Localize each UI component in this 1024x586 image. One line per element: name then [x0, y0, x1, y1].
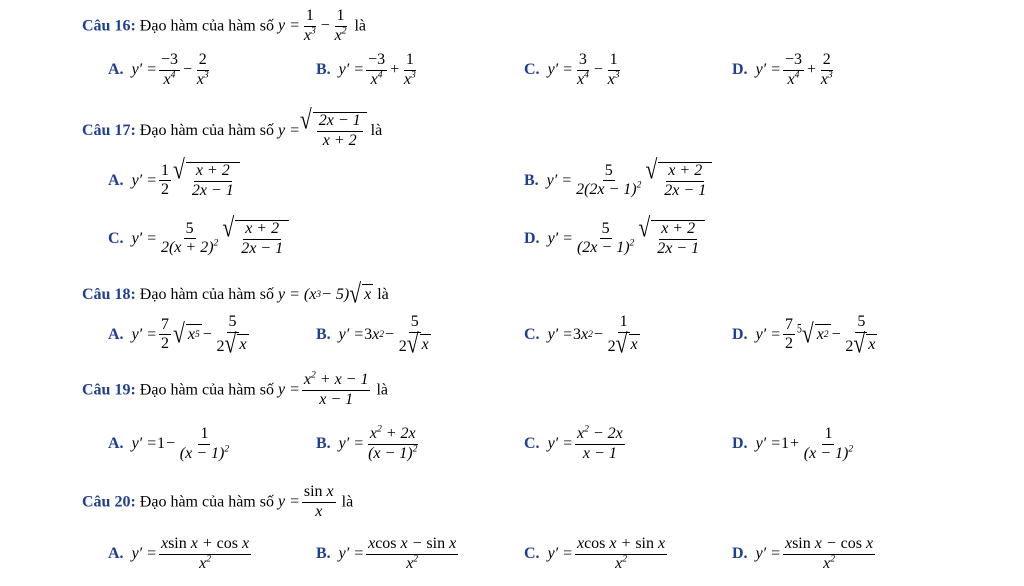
question-label: Câu 18: — [82, 285, 136, 303]
option-formula: y′ = 3 x 2 − 5 2 √ x — [338, 313, 429, 359]
option-a[interactable] — [108, 426, 233, 463]
option-a[interactable] — [108, 52, 213, 89]
option-formula: y′ = $\frac{5}{(2x - 1)^2}$ √ $\frac{x + 2}{2x - 1}$ — [548, 220, 706, 258]
option-formula: y′ = $\frac{1}{2}$ √ $\frac{x + 2}{2x - 1}$ — [132, 162, 240, 200]
question-text: Đạo hàm của hàm số — [139, 121, 274, 139]
question-text: Đạo hàm của hàm số — [139, 285, 274, 303]
option-d[interactable] — [732, 426, 857, 463]
option-label: C. — [524, 61, 540, 79]
option-formula: y′ = $\frac{5}{2(2x - 1)^2}$ √ $\frac{x + 2}{2x - 1}$ — [547, 162, 713, 200]
question-suffix: là — [370, 121, 383, 139]
option-c[interactable] — [108, 212, 289, 258]
option-formula: y′ = $\frac{-3}{x^4}$ + $\frac{1}{x^3}$ — [338, 51, 416, 88]
option-b[interactable] — [316, 313, 435, 359]
option-b[interactable] — [524, 154, 712, 200]
option-c[interactable] — [524, 52, 624, 89]
option-formula: y′ = $\frac{-3}{x^4}$ − $\frac{2}{x^3}$ — [131, 51, 209, 88]
option-formula: y′ = $\frac{5}{2(x + 2)^2}$ √ $\frac{x + 2}{2x - 1}$ — [132, 220, 290, 258]
question-18 — [82, 278, 389, 309]
question-20 — [82, 484, 353, 521]
option-formula: y′ = $\frac{\text{xsin x − cos x}}{x^2}$ — [755, 535, 874, 572]
function-formula: y = (x 3 − 5) √ x — [277, 278, 372, 309]
option-formula: y′ = $\frac{7}{2}$ $^5$√ x 2 − 5 2 √ x — [755, 313, 876, 359]
question-16 — [82, 8, 366, 45]
option-label: A. — [108, 545, 124, 563]
option-label: B. — [316, 61, 331, 79]
question-label: Câu 17: — [82, 121, 136, 139]
option-a[interactable] — [108, 154, 240, 200]
option-b[interactable] — [316, 52, 420, 89]
option-label: D. — [732, 325, 748, 343]
option-label: A. — [108, 61, 124, 79]
question-17 — [82, 104, 383, 150]
option-label: C. — [524, 435, 540, 453]
option-formula: y′ = 1 − $\frac{1}{(x - 1)^2}$ — [131, 425, 230, 462]
option-label: C. — [524, 545, 540, 563]
question-text: Đạo hàm của hàm số — [139, 17, 274, 35]
option-formula: y′ = $\frac{7}{2}$ √ x 5 − 5 2 √ x — [131, 313, 247, 359]
option-label: D. — [732, 61, 748, 79]
option-label: C. — [524, 325, 540, 343]
function-formula: y = $\frac{1}{x^3}$ − $\frac{1}{x^2}$ — [277, 7, 347, 44]
option-label: B. — [316, 435, 331, 453]
option-label: A. — [108, 325, 124, 343]
option-label: B. — [316, 545, 331, 563]
question-label: Câu 20: — [82, 493, 136, 511]
option-c[interactable] — [524, 423, 627, 463]
question-suffix: là — [376, 381, 389, 399]
option-formula: y′ = $\frac{\text{xsin x + cos x}}{x^2}$ — [131, 535, 250, 572]
function-formula: y = $\frac{\text{sin x}}{x}$ — [277, 483, 334, 520]
option-label: D. — [732, 435, 748, 453]
option-b[interactable] — [316, 536, 460, 573]
option-a[interactable] — [108, 536, 253, 573]
option-d[interactable] — [732, 52, 837, 89]
question-text: Đạo hàm của hàm số — [139, 493, 274, 511]
option-formula: y′ = $\frac{\text{xcos x − sin x}}{x^2}$ — [338, 535, 457, 572]
option-formula: y′ = $\frac{3}{x^4}$ − $\frac{1}{x^3}$ — [547, 51, 620, 88]
option-label: B. — [316, 325, 331, 343]
option-formula: y′ = $\frac{-3}{x^4}$ + $\frac{2}{x^3}$ — [755, 51, 833, 88]
option-label: C. — [108, 229, 124, 247]
question-label: Câu 19: — [82, 381, 136, 399]
option-label: A. — [108, 435, 124, 453]
option-a[interactable] — [108, 313, 253, 359]
function-formula: y = $\frac{x^2 + x - 1}{x - 1}$ — [277, 369, 369, 408]
question-label: Câu 16: — [82, 17, 136, 35]
option-formula: y′ = $\frac{x^2 + 2x}{(x - 1)^2}$ — [338, 423, 418, 462]
option-label: D. — [732, 545, 748, 563]
option-d[interactable] — [732, 313, 881, 359]
question-suffix: là — [377, 285, 389, 303]
option-formula: y′ = 1 + $\frac{1}{(x - 1)^2}$ — [755, 425, 854, 462]
option-label: B. — [524, 171, 539, 189]
option-label: D. — [524, 229, 540, 247]
option-label: A. — [108, 171, 124, 189]
question-text: Đạo hàm của hàm số — [139, 381, 274, 399]
option-b[interactable] — [316, 423, 421, 463]
function-formula: y = √ $\frac{2x - 1}{x + 2}$ — [278, 112, 367, 150]
option-formula: y′ = $\frac{\text{xcos x + sin x}}{x^2}$ — [547, 535, 666, 572]
option-d[interactable] — [732, 536, 877, 573]
question-19 — [82, 369, 389, 409]
option-c[interactable] — [524, 313, 644, 359]
option-c[interactable] — [524, 536, 669, 573]
option-d[interactable] — [524, 212, 705, 258]
option-formula: y′ = $\frac{x^2 - 2x}{x - 1}$ — [547, 423, 623, 462]
question-suffix: là — [354, 17, 367, 35]
option-formula: y′ = 3 x 2 − 1 2 √ x — [547, 313, 638, 359]
question-suffix: là — [341, 493, 354, 511]
